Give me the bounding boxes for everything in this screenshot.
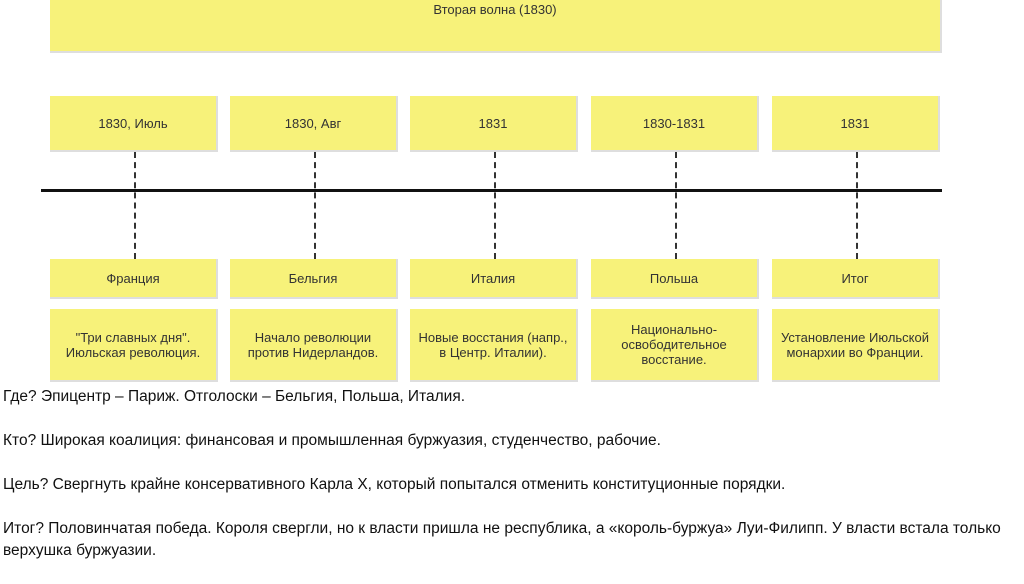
note-who: Кто? Широкая коалиция: финансовая и промышленная буржуазия, студенчество, рабочие. bbox=[3, 432, 661, 449]
event-date-box bbox=[50, 96, 218, 152]
note-goal: Цель? Свергнуть крайне консервативного Карла X, который попытался отменить конституционные порядки. bbox=[3, 476, 786, 493]
event-date-box bbox=[230, 96, 398, 152]
event-description: Национально-освободительное восстание. bbox=[621, 322, 727, 367]
wave-header bbox=[50, 0, 942, 53]
event-date-box bbox=[410, 96, 578, 152]
timeline-connector bbox=[856, 152, 858, 259]
event-date-box bbox=[591, 96, 759, 152]
event-description: Новые восстания (напр., в Центр. Италии). bbox=[418, 329, 568, 360]
event-description-box bbox=[410, 309, 578, 382]
event-place-box bbox=[50, 259, 218, 299]
event-place: Бельгия bbox=[288, 270, 338, 286]
event-place: Польша bbox=[649, 270, 699, 286]
event-description: Установление Июльской монархии во Франции. bbox=[780, 329, 930, 360]
timeline-connector bbox=[675, 152, 677, 259]
note-where: Где? Эпицентр – Париж. Отголоски – Бельгия, Польша, Италия. bbox=[3, 388, 466, 405]
event-description: Начало революции против Нидерландов. bbox=[247, 329, 379, 360]
event-description-box bbox=[591, 309, 759, 382]
note-result: Итог? Половинчатая победа. Короля свергли, но к власти пришла не республика, а «король-буржуа» Луи-Филипп. У власти встала только верхушка буржуазии. bbox=[3, 520, 1001, 559]
event-place-box bbox=[410, 259, 578, 299]
event-date-box bbox=[772, 96, 940, 152]
event-date: 1831 bbox=[840, 115, 870, 131]
timeline-axis bbox=[41, 189, 942, 192]
event-date: 1830, Июль bbox=[98, 115, 168, 131]
event-description: "Три славных дня". Июльская революция. bbox=[65, 329, 201, 360]
event-place-box bbox=[772, 259, 940, 299]
timeline-connector bbox=[134, 152, 136, 259]
event-date: 1830-1831 bbox=[642, 115, 706, 131]
event-place: Франция bbox=[106, 270, 160, 286]
event-description-box bbox=[772, 309, 940, 382]
event-place-box bbox=[591, 259, 759, 299]
summary-notes bbox=[3, 386, 1021, 584]
event-description-box bbox=[50, 309, 218, 382]
event-date: 1830, Авг bbox=[284, 115, 342, 131]
timeline-connector bbox=[314, 152, 316, 259]
event-place: Италия bbox=[470, 270, 516, 286]
event-place: Итог bbox=[841, 270, 869, 286]
wave-title: Вторая волна (1830) bbox=[433, 2, 557, 17]
event-description-box bbox=[230, 309, 398, 382]
event-place-box bbox=[230, 259, 398, 299]
timeline-connector bbox=[494, 152, 496, 259]
event-date: 1831 bbox=[478, 115, 508, 131]
